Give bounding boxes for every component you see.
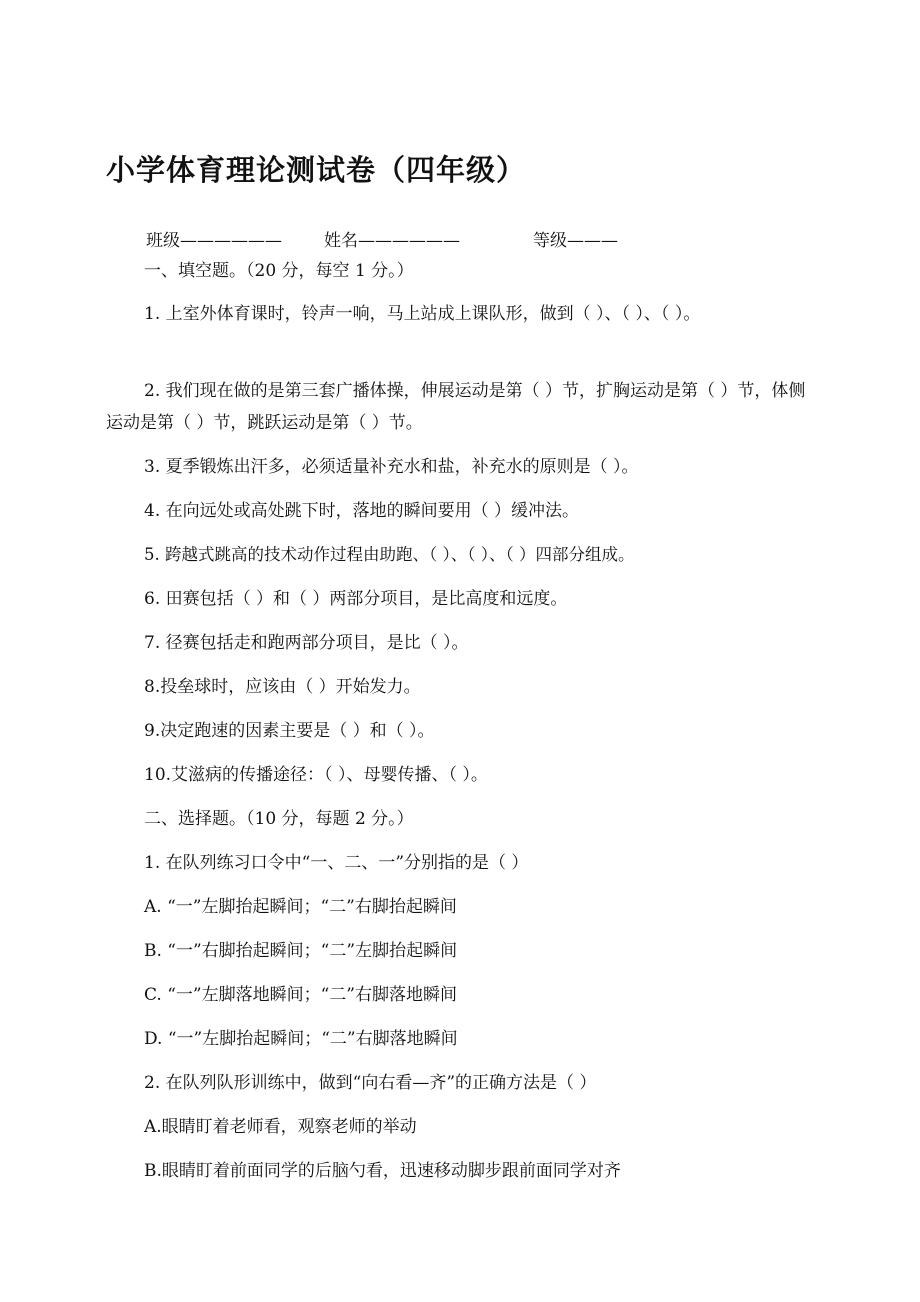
choice-question-2: 2. 在队列队形训练中，做到“向右看—齐”的正确方法是（ ） <box>144 1073 597 1093</box>
page-title: 小学体育理论测试卷（四年级） <box>106 153 527 187</box>
choice-1-option-c: C. “一”左脚落地瞬间；“二”右脚落地瞬间 <box>144 985 457 1005</box>
choice-1-option-a: A. “一”左脚抬起瞬间；“二”右脚抬起瞬间 <box>144 897 457 917</box>
class-blank: —————— <box>180 231 282 251</box>
name-field <box>324 226 460 251</box>
fill-question-1: 1. 上室外体育课时，铃声一响，马上站成上课队形，做到（ ）、（ ）、（ ）。 <box>144 304 701 324</box>
class-field <box>146 226 282 251</box>
fill-question-5: 5. 跨越式跳高的技术动作过程由助跑、（ ）、（ ）、（ ）四部分组成。 <box>144 545 635 564</box>
name-label: 姓名 <box>324 231 358 251</box>
choice-question-1: 1. 在队列练习口令中“一、二、一”分别指的是（ ） <box>144 853 529 873</box>
student-info-row <box>0 226 920 252</box>
fill-question-9: 9.决定跑速的因素主要是（ ）和（ ）。 <box>144 721 435 741</box>
grade-field <box>533 226 618 251</box>
section2-heading: 二、选择题。（10 分，每题 2 分。） <box>144 809 414 829</box>
fill-question-3: 3. 夏季锻炼出汗多，必须适量补充水和盐，补充水的原则是（ ）。 <box>144 457 639 477</box>
grade-label: 等级 <box>533 231 567 251</box>
choice-2-option-b: B.眼睛盯着前面同学的后脑勺看，迅速移动脚步跟前面同学对齐 <box>144 1161 621 1181</box>
choice-2-option-a: A.眼睛盯着老师看，观察老师的举动 <box>144 1117 417 1137</box>
choice-1-option-d: D. “一”左脚抬起瞬间；“二”右脚落地瞬间 <box>144 1029 458 1049</box>
fill-question-10: 10.艾滋病的传播途径：（ ）、母婴传播、（ ）。 <box>144 765 488 785</box>
grade-blank: ——— <box>567 231 618 251</box>
fill-question-2: 2. 我们现在做的是第三套广播体操，伸展运动是第（ ）节，扩胸运动是第（ ）节，体侧运动是第（ ）节，跳跃运动是第（ ）节。 <box>106 381 806 433</box>
fill-question-7: 7. 径赛包括走和跑两部分项目，是比（ ）。 <box>144 633 469 653</box>
section1-heading: 一、填空题。（20 分，每空 1 分。） <box>144 261 414 281</box>
fill-question-4: 4. 在向远处或高处跳下时，落地的瞬间要用（ ）缓冲法。 <box>144 501 580 521</box>
fill-question-8: 8.投垒球时，应该由（ ）开始发力。 <box>144 677 421 697</box>
name-blank: —————— <box>358 231 460 251</box>
class-label: 班级 <box>146 231 180 251</box>
choice-1-option-b: B. “一”右脚抬起瞬间；“二”左脚抬起瞬间 <box>144 941 458 961</box>
fill-question-6: 6. 田赛包括（ ）和（ ）两部分项目，是比高度和远度。 <box>144 589 568 609</box>
